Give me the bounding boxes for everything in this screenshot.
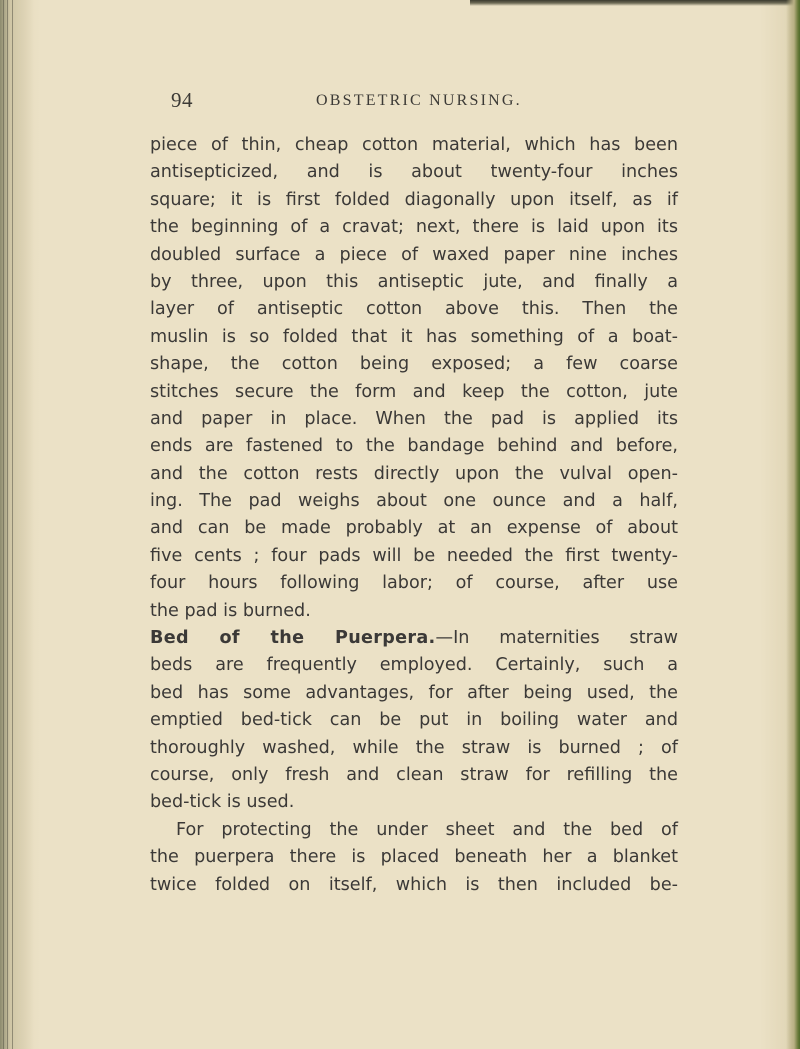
text-line: shape, the cotton being exposed; a few coarse bbox=[150, 354, 678, 375]
text-line: beds are frequently employed. Certainly, such a bbox=[150, 655, 678, 676]
text-line: thoroughly washed, while the straw is burned ; of bbox=[150, 737, 678, 758]
page-number: 94 bbox=[171, 88, 193, 112]
gutter-line bbox=[12, 0, 13, 1049]
text-line: ends are fastened to the bandage behind and before, bbox=[150, 436, 678, 457]
text-line: four hours following labor; of course, after use bbox=[150, 573, 678, 594]
text-line: piece of thin, cheap cotton material, which has been bbox=[150, 135, 678, 155]
text-line: and paper in place. When the pad is applied its bbox=[150, 408, 678, 429]
page-right-edge bbox=[786, 0, 800, 1049]
text-line: doubled surface a piece of waxed paper nine inches bbox=[150, 244, 678, 265]
body-text bbox=[150, 132, 678, 899]
text-line: by three, upon this antiseptic jute, and finally a bbox=[150, 271, 678, 292]
text-line: the puerpera there is placed beneath her a blanket bbox=[150, 847, 678, 868]
text-line: five cents ; four pads will be needed the first twenty- bbox=[150, 545, 678, 566]
text-line: antisepticized, and is about twenty-four inches bbox=[150, 162, 678, 183]
page-top-edge bbox=[470, 0, 800, 6]
text-line: bed has some advantages, for after being used, the bbox=[150, 682, 678, 703]
text-line: For protecting the under sheet and the bed of bbox=[176, 819, 678, 840]
section-heading: Bed of the Puerpera. bbox=[150, 628, 436, 649]
section-first-line bbox=[150, 625, 678, 652]
text-line: bed-tick is used. bbox=[150, 792, 295, 813]
gutter-line bbox=[7, 0, 8, 1049]
section-first-line-text: —In maternities straw bbox=[435, 628, 678, 649]
text-line: muslin is so folded that it has something of a boat- bbox=[150, 326, 678, 347]
text-line: and can be made probably at an expense of about bbox=[150, 518, 678, 539]
text-line: ing. The pad weighs about one ounce and a half, bbox=[150, 491, 678, 512]
text-line: stitches secure the form and keep the cotton, jute bbox=[150, 381, 678, 402]
page-header bbox=[171, 88, 691, 118]
text-line: course, only fresh and clean straw for refilling the bbox=[150, 764, 678, 785]
text-line: the beginning of a cravat; next, there is laid upon its bbox=[150, 217, 678, 238]
text-line: layer of antiseptic cotton above this. Then the bbox=[150, 299, 678, 320]
gutter-line bbox=[3, 0, 4, 1049]
text-line: square; it is first folded diagonally upon itself, as if bbox=[150, 189, 678, 210]
text-line: twice folded on itself, which is then included be- bbox=[150, 874, 678, 895]
text-line: the pad is burned. bbox=[150, 600, 311, 621]
running-head: OBSTETRIC NURSING. bbox=[316, 92, 522, 109]
text-line: and the cotton rests directly upon the vulval open- bbox=[150, 463, 678, 484]
text-line: emptied bed-tick can be put in boiling water and bbox=[150, 710, 678, 731]
page-gutter bbox=[0, 0, 34, 1049]
